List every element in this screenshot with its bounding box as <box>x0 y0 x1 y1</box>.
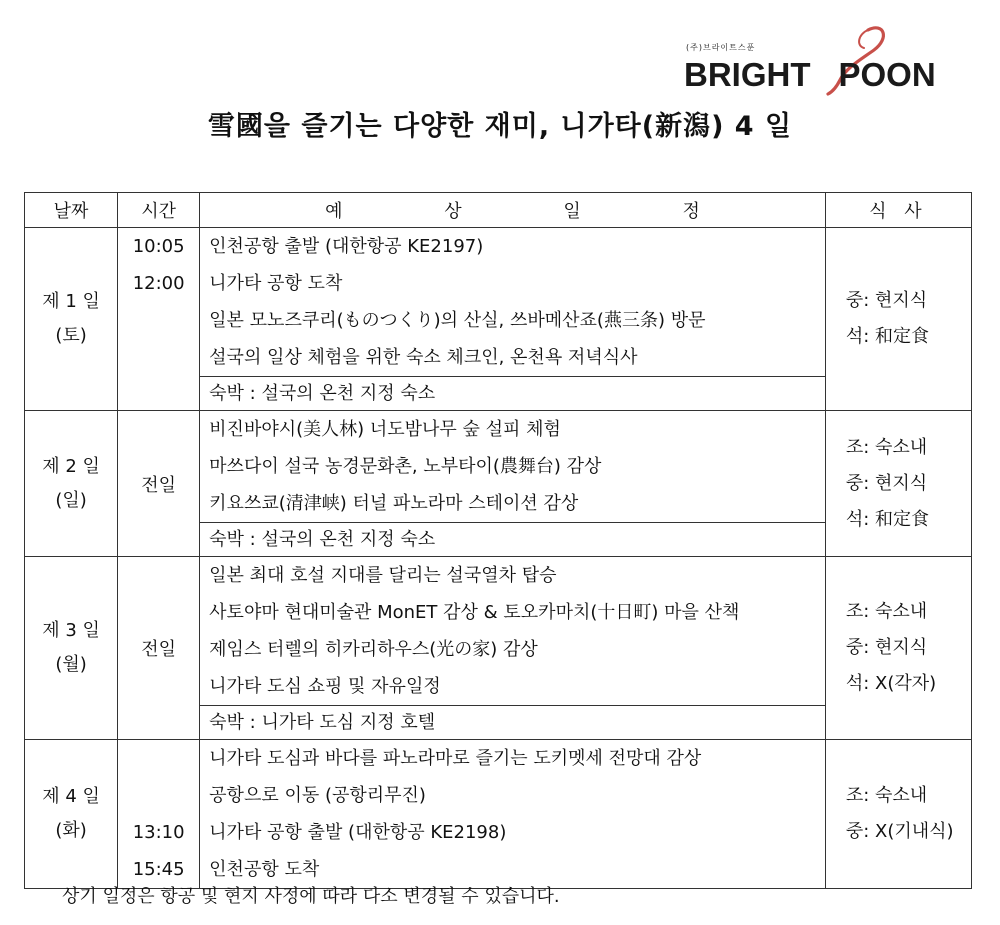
logo-company-name: (주)브라이트스푼 <box>686 43 756 52</box>
day-2-stay: 숙박 : 설국의 온천 지정 숙소 <box>200 523 826 557</box>
day-4-meals <box>825 740 971 889</box>
day-3-stay: 숙박 : 니가타 도심 지정 호텔 <box>200 706 826 740</box>
day-2-schedule <box>200 411 826 523</box>
day-1-date <box>25 228 118 411</box>
header-date: 날짜 <box>25 193 118 228</box>
day-4-date <box>25 740 118 889</box>
day-4-time-4: 15:45 <box>132 859 185 880</box>
day-1-schedule <box>200 228 826 377</box>
day-1-weekday: (토) <box>55 325 87 346</box>
meal-item: 중: X(기내식) <box>845 821 954 842</box>
meal-item: 조: 숙소내 <box>845 601 928 622</box>
schedule-item: 니가타 도심과 바다를 파노라마로 즐기는 도키멧세 전망대 감상 <box>209 748 702 769</box>
logo-word-left: BRIGHT <box>684 56 811 93</box>
day-3-date-label: 제 3 일 <box>42 620 100 641</box>
day-3-row <box>25 557 972 706</box>
day-2-date-label: 제 2 일 <box>42 455 100 477</box>
day-1-row <box>25 228 972 377</box>
meal-item: 중: 현지식 <box>845 637 928 658</box>
meal-item: 중: 현지식 <box>845 290 928 311</box>
header-time: 시간 <box>118 193 200 228</box>
day-2-weekday: (일) <box>55 489 87 511</box>
header-schedule <box>200 193 826 228</box>
itinerary-table <box>24 192 972 889</box>
schedule-item: 마쓰다이 설국 농경문화촌, 노부타이(農舞台) 감상 <box>209 456 602 477</box>
day-4-row <box>25 740 972 889</box>
schedule-item: 제임스 터렐의 히카리하우스(光の家) 감상 <box>209 639 538 660</box>
day-4-time-1 <box>118 740 199 777</box>
day-3-meals <box>825 557 971 740</box>
day-4-weekday: (화) <box>55 820 87 841</box>
schedule-item: 일본 최대 호설 지대를 달리는 설국열차 탑승 <box>209 565 557 586</box>
day-4-time-3: 13:10 <box>132 822 185 843</box>
schedule-item: 니가타 도심 쇼핑 및 자유일정 <box>209 676 441 697</box>
day-2-meals <box>825 411 971 557</box>
header-meal <box>825 193 971 228</box>
page-title: 雪國을 즐기는 다양한 재미, 니가타(新潟) 4 일 <box>207 111 793 142</box>
schedule-item: 설국의 일상 체험을 위한 숙소 체크인, 온천욕 저녁식사 <box>209 347 638 368</box>
day-4-times <box>118 740 200 889</box>
table-header-row <box>25 193 972 228</box>
meal-item: 석: 和定食 <box>845 508 930 530</box>
day-2-time: 전일 <box>118 411 200 557</box>
schedule-item: 공항으로 이동 (공항리무진) <box>209 785 426 806</box>
day-4-date-label: 제 4 일 <box>42 786 100 807</box>
schedule-item: 니가타 공항 출발 (대한항공 KE2198) <box>209 822 507 843</box>
day-3-weekday: (월) <box>55 654 87 675</box>
footnote: 상기 일정은 항공 및 현지 사정에 따라 다소 변경될 수 있습니다. <box>62 886 560 907</box>
schedule-item: 니가타 공항 도착 <box>209 273 343 294</box>
day-2-date <box>25 411 118 557</box>
schedule-item: 인천공항 출발 (대한항공 KE2197) <box>209 236 484 257</box>
day-1-times <box>118 228 200 411</box>
day-1-time-1: 10:05 <box>132 236 185 257</box>
schedule-item: 사토야마 현대미술관 MonET 감상 & 토오카마치(十日町) 마을 산책 <box>209 602 740 623</box>
day-3-date <box>25 557 118 740</box>
header-meal-label: 식 사 <box>869 201 928 222</box>
day-1-meals <box>825 228 971 411</box>
logo-wordmark <box>684 56 936 94</box>
schedule-item: 키요쓰쿄(清津峡) 터널 파노라마 스테이션 감상 <box>209 493 579 514</box>
header-schedule-label: 예 상 일 정 <box>325 201 748 222</box>
brand-logo <box>680 20 940 95</box>
schedule-item: 비진바야시(美人林) 너도밤나무 숲 설피 체험 <box>209 419 561 440</box>
day-1-date-label: 제 1 일 <box>42 291 100 312</box>
schedule-item: 일본 모노즈쿠리(ものつくり)의 산실, 쓰바메산죠(燕三条) 방문 <box>209 310 706 331</box>
day-3-schedule <box>200 557 826 706</box>
day-1-stay: 숙박 : 설국의 온천 지정 숙소 <box>200 377 826 411</box>
meal-item: 석: 和定食 <box>845 326 930 347</box>
day-4-time-2 <box>118 777 199 814</box>
meal-item: 석: X(각자) <box>845 673 937 694</box>
schedule-item: 인천공항 도착 <box>209 859 320 880</box>
day-3-time: 전일 <box>118 557 200 740</box>
day-4-schedule <box>200 740 826 889</box>
meal-item: 조: 숙소내 <box>845 436 928 458</box>
meal-item: 조: 숙소내 <box>845 785 928 806</box>
day-2-row <box>25 411 972 523</box>
meal-item: 중: 현지식 <box>845 472 928 494</box>
logo-word-right: POON <box>838 56 936 93</box>
day-1-time-2: 12:00 <box>132 273 185 294</box>
